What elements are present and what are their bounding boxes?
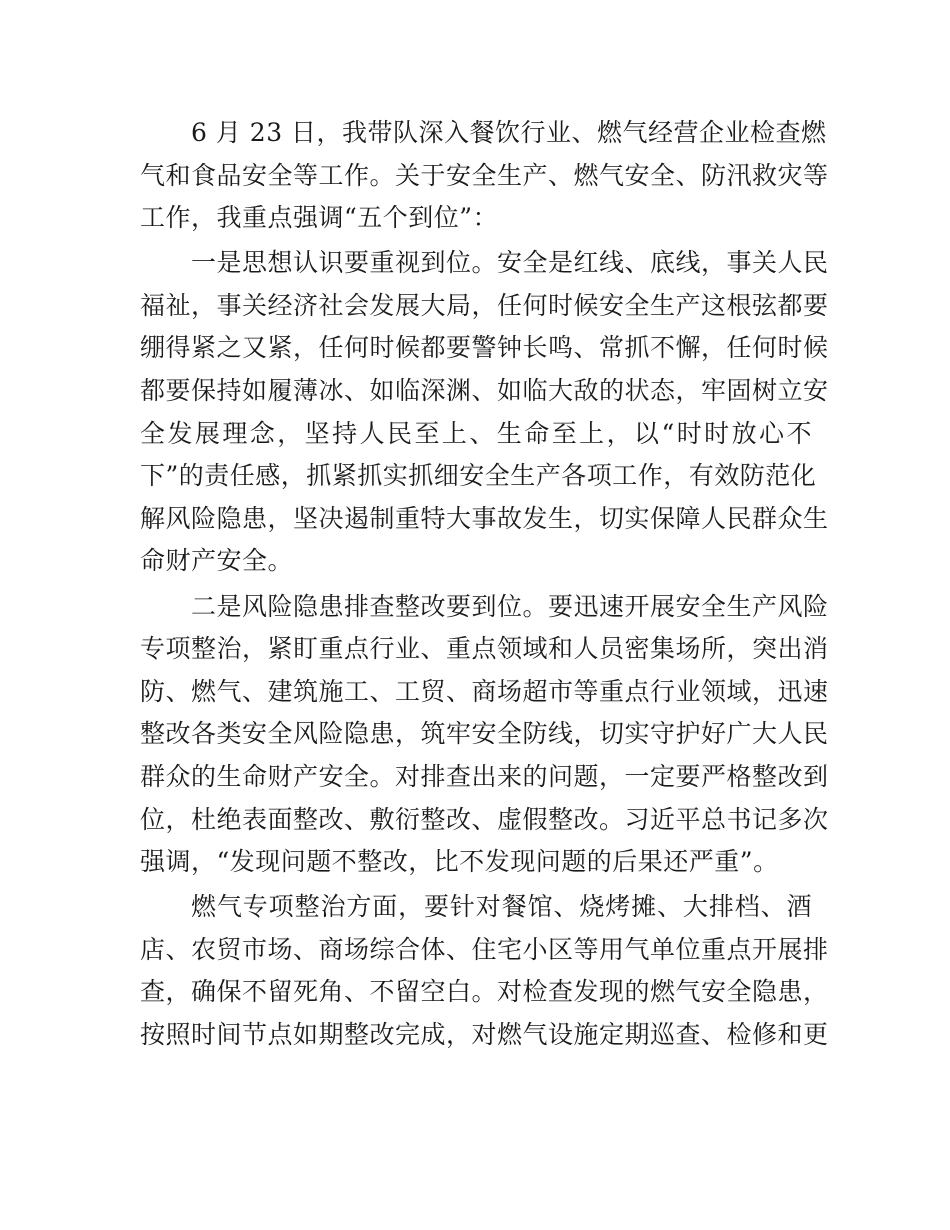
- paragraph-intro: [140, 112, 829, 240]
- text-line: 位，杜绝表面整改、敷衍整改、虚假整改。习近平总书记多次: [140, 804, 829, 834]
- text-line: 下”的责任感，抓紧抓实抓细安全生产各项工作，有效防范化: [140, 461, 817, 491]
- text-line: 6 月 23 日，我带队深入餐饮行业、燃气经营企业检查燃: [191, 118, 827, 147]
- paragraph-point-two: [140, 586, 829, 884]
- text-line: 群众的生命财产安全。对排查出来的问题，一定要严格整改到: [140, 761, 829, 791]
- text-line: 防、燃气、建筑施工、工贸、商场超市等重点行业领域，迅速: [140, 676, 829, 706]
- text-line: 一是思想认识要重视到位。安全是红线、底线，事关人民: [191, 248, 829, 278]
- text-line: 按照时间节点如期整改完成，对燃气设施定期巡查、检修和更: [140, 1019, 829, 1049]
- text-line: 工作，我重点强调“五个到位”：: [140, 203, 499, 233]
- paragraph-point-one: [140, 242, 829, 583]
- text-line: 命财产安全。: [140, 546, 294, 576]
- text-line: 整改各类安全风险隐患，筑牢安全防线，切实守护好广大人民: [140, 719, 829, 749]
- text-line: 绷得紧之又紧，任何时候都要警钟长鸣、常抓不懈，任何时候: [140, 333, 829, 363]
- text-line: 查，确保不留死角、不留空白。对检查发现的燃气安全隐患，: [140, 977, 829, 1007]
- document-body: [140, 112, 829, 1059]
- text-line: 气和食品安全等工作。关于安全生产、燃气安全、防汛救灾等: [140, 160, 829, 190]
- text-line: 店、农贸市场、商场综合体、住宅小区等用气单位重点开展排: [140, 934, 829, 964]
- paragraph-gas-rectification: [140, 886, 829, 1056]
- text-line: 燃气专项整治方面，要针对餐馆、烧烤摊、大排档、酒: [191, 892, 812, 922]
- text-line: 解风险隐患，坚决遏制重特大事故发生，切实保障人民群众生: [140, 503, 829, 533]
- text-line: 二是风险隐患排查整改要到位。要迅速开展安全生产风险: [191, 591, 829, 621]
- text-line: 全发展理念，坚持人民至上、生命至上，以“时时放心不: [140, 418, 812, 448]
- text-line: 福祉，事关经济社会发展大局，任何时候安全生产这根弦都要: [140, 290, 829, 320]
- text-line: 强调，“发现问题不整改，比不发现问题的后果还严重”。: [140, 847, 779, 877]
- text-line: 都要保持如履薄冰、如临深渊、如临大敌的状态，牢固树立安: [140, 376, 829, 406]
- text-line: 专项整治，紧盯重点行业、重点领域和人员密集场所，突出消: [140, 634, 829, 664]
